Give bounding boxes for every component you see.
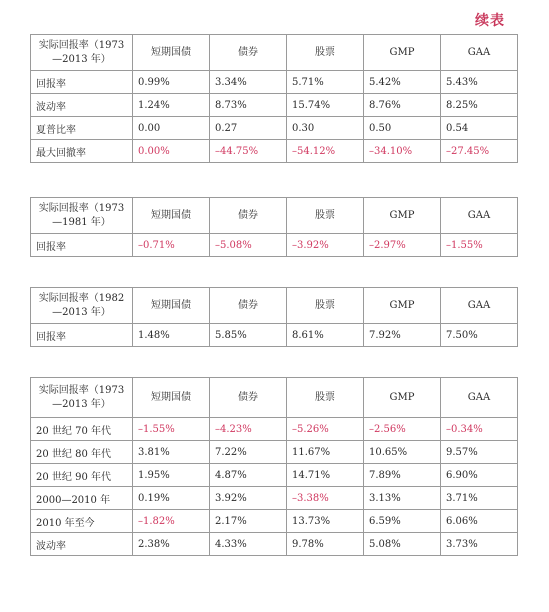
header-label-cell bbox=[31, 35, 133, 71]
table-cell: 9.57% bbox=[441, 441, 518, 464]
table-cell: –2.97% bbox=[364, 234, 441, 257]
column-header: GMP bbox=[364, 198, 441, 234]
table-cell: 10.65% bbox=[364, 441, 441, 464]
table-cell: 1.24% bbox=[133, 94, 210, 117]
header-label-line: 实际回报率（1973 bbox=[38, 202, 125, 214]
column-header: GAA bbox=[441, 288, 518, 324]
table-row bbox=[31, 418, 518, 441]
row-label: 回报率 bbox=[31, 71, 133, 94]
table-cell: 6.59% bbox=[364, 510, 441, 533]
column-header: GMP bbox=[364, 378, 441, 418]
column-header: GAA bbox=[441, 198, 518, 234]
column-header: 股票 bbox=[287, 35, 364, 71]
table-cell: –1.55% bbox=[133, 418, 210, 441]
row-label: 波动率 bbox=[31, 94, 133, 117]
table-cell: 0.54 bbox=[441, 117, 518, 140]
continued-table-label: 续表 bbox=[475, 13, 505, 29]
header-label-line: 实际回报率（1973 bbox=[38, 384, 125, 396]
column-header: 债券 bbox=[210, 35, 287, 71]
table-cell: 8.61% bbox=[287, 324, 364, 347]
returns-table-1973-2013 bbox=[30, 34, 518, 163]
column-header: 短期国债 bbox=[133, 378, 210, 418]
row-label: 2000—2010 年 bbox=[31, 487, 133, 510]
table-cell: 0.50 bbox=[364, 117, 441, 140]
table-row bbox=[31, 117, 518, 140]
row-label: 2010 年至今 bbox=[31, 510, 133, 533]
table-cell: 0.00% bbox=[133, 140, 210, 163]
table-cell: 6.06% bbox=[441, 510, 518, 533]
header-label-cell bbox=[31, 288, 133, 324]
header-label-cell bbox=[31, 378, 133, 418]
header-label-line: —1981 年） bbox=[52, 216, 111, 228]
table-row bbox=[31, 140, 518, 163]
table-cell: 8.76% bbox=[364, 94, 441, 117]
column-header: GAA bbox=[441, 35, 518, 71]
column-header: 短期国债 bbox=[133, 198, 210, 234]
table-cell: 3.71% bbox=[441, 487, 518, 510]
column-header: 债券 bbox=[210, 378, 287, 418]
table-cell: –3.38% bbox=[287, 487, 364, 510]
table-cell: 5.08% bbox=[364, 533, 441, 556]
table-row bbox=[31, 533, 518, 556]
table-row bbox=[31, 510, 518, 533]
column-header: 股票 bbox=[287, 288, 364, 324]
table-cell: –34.10% bbox=[364, 140, 441, 163]
table-header-row bbox=[31, 198, 518, 234]
header-label-line: —2013 年） bbox=[52, 398, 111, 410]
header-label-line: —2013 年） bbox=[52, 306, 111, 318]
table-cell: 13.73% bbox=[287, 510, 364, 533]
table-cell: –0.34% bbox=[441, 418, 518, 441]
table-cell: –5.08% bbox=[210, 234, 287, 257]
table-cell: 2.17% bbox=[210, 510, 287, 533]
table-cell: 3.92% bbox=[210, 487, 287, 510]
column-header: 债券 bbox=[210, 198, 287, 234]
row-label: 夏普比率 bbox=[31, 117, 133, 140]
table-cell: 15.74% bbox=[287, 94, 364, 117]
returns-table-1973-1981 bbox=[30, 197, 518, 257]
table-cell: –0.71% bbox=[133, 234, 210, 257]
column-header: 股票 bbox=[287, 198, 364, 234]
table-row bbox=[31, 441, 518, 464]
table-cell: 7.50% bbox=[441, 324, 518, 347]
table-cell: 1.48% bbox=[133, 324, 210, 347]
row-label: 20 世纪 80 年代 bbox=[31, 441, 133, 464]
table-row bbox=[31, 94, 518, 117]
column-header: GAA bbox=[441, 378, 518, 418]
table-cell: –27.45% bbox=[441, 140, 518, 163]
table-cell: 6.90% bbox=[441, 464, 518, 487]
table-cell: 3.81% bbox=[133, 441, 210, 464]
row-label: 波动率 bbox=[31, 533, 133, 556]
table-cell: 0.30 bbox=[287, 117, 364, 140]
column-header: 短期国债 bbox=[133, 288, 210, 324]
header-label-line: —2013 年） bbox=[52, 53, 111, 65]
table-cell: –3.92% bbox=[287, 234, 364, 257]
table-cell: 14.71% bbox=[287, 464, 364, 487]
table-cell: 0.27 bbox=[210, 117, 287, 140]
table-cell: 0.19% bbox=[133, 487, 210, 510]
table-row bbox=[31, 487, 518, 510]
table-row bbox=[31, 71, 518, 94]
table-cell: 0.00 bbox=[133, 117, 210, 140]
table-cell: 5.43% bbox=[441, 71, 518, 94]
table-cell: 5.71% bbox=[287, 71, 364, 94]
table-cell: –1.55% bbox=[441, 234, 518, 257]
table-cell: –44.75% bbox=[210, 140, 287, 163]
row-label: 20 世纪 70 年代 bbox=[31, 418, 133, 441]
table-cell: –4.23% bbox=[210, 418, 287, 441]
table-header-row bbox=[31, 378, 518, 418]
row-label: 最大回撤率 bbox=[31, 140, 133, 163]
table-cell: 7.22% bbox=[210, 441, 287, 464]
table-cell: 4.33% bbox=[210, 533, 287, 556]
row-label: 回报率 bbox=[31, 234, 133, 257]
header-label-cell bbox=[31, 198, 133, 234]
table-row bbox=[31, 464, 518, 487]
table-cell: 3.73% bbox=[441, 533, 518, 556]
column-header: 股票 bbox=[287, 378, 364, 418]
table-cell: 0.99% bbox=[133, 71, 210, 94]
table-cell: 9.78% bbox=[287, 533, 364, 556]
table-cell: –5.26% bbox=[287, 418, 364, 441]
header-label-line: 实际回报率（1973 bbox=[38, 39, 125, 51]
table-cell: 5.85% bbox=[210, 324, 287, 347]
table-cell: 8.25% bbox=[441, 94, 518, 117]
table-row bbox=[31, 324, 518, 347]
table-cell: –1.82% bbox=[133, 510, 210, 533]
row-label: 回报率 bbox=[31, 324, 133, 347]
column-header: 短期国债 bbox=[133, 35, 210, 71]
table-cell: 5.42% bbox=[364, 71, 441, 94]
table-cell: 3.13% bbox=[364, 487, 441, 510]
table-row bbox=[31, 234, 518, 257]
table-cell: 4.87% bbox=[210, 464, 287, 487]
decade-returns-table bbox=[30, 377, 518, 556]
column-header: GMP bbox=[364, 35, 441, 71]
row-label: 20 世纪 90 年代 bbox=[31, 464, 133, 487]
table-cell: 11.67% bbox=[287, 441, 364, 464]
header-label-line: 实际回报率（1982 bbox=[38, 292, 125, 304]
column-header: 债券 bbox=[210, 288, 287, 324]
returns-table-1982-2013 bbox=[30, 287, 518, 347]
table-cell: –2.56% bbox=[364, 418, 441, 441]
table-cell: 7.92% bbox=[364, 324, 441, 347]
column-header: GMP bbox=[364, 288, 441, 324]
table-header-row bbox=[31, 288, 518, 324]
table-cell: 8.73% bbox=[210, 94, 287, 117]
table-cell: 2.38% bbox=[133, 533, 210, 556]
table-cell: 3.34% bbox=[210, 71, 287, 94]
table-header-row bbox=[31, 35, 518, 71]
table-cell: 1.95% bbox=[133, 464, 210, 487]
table-cell: 7.89% bbox=[364, 464, 441, 487]
table-cell: –54.12% bbox=[287, 140, 364, 163]
